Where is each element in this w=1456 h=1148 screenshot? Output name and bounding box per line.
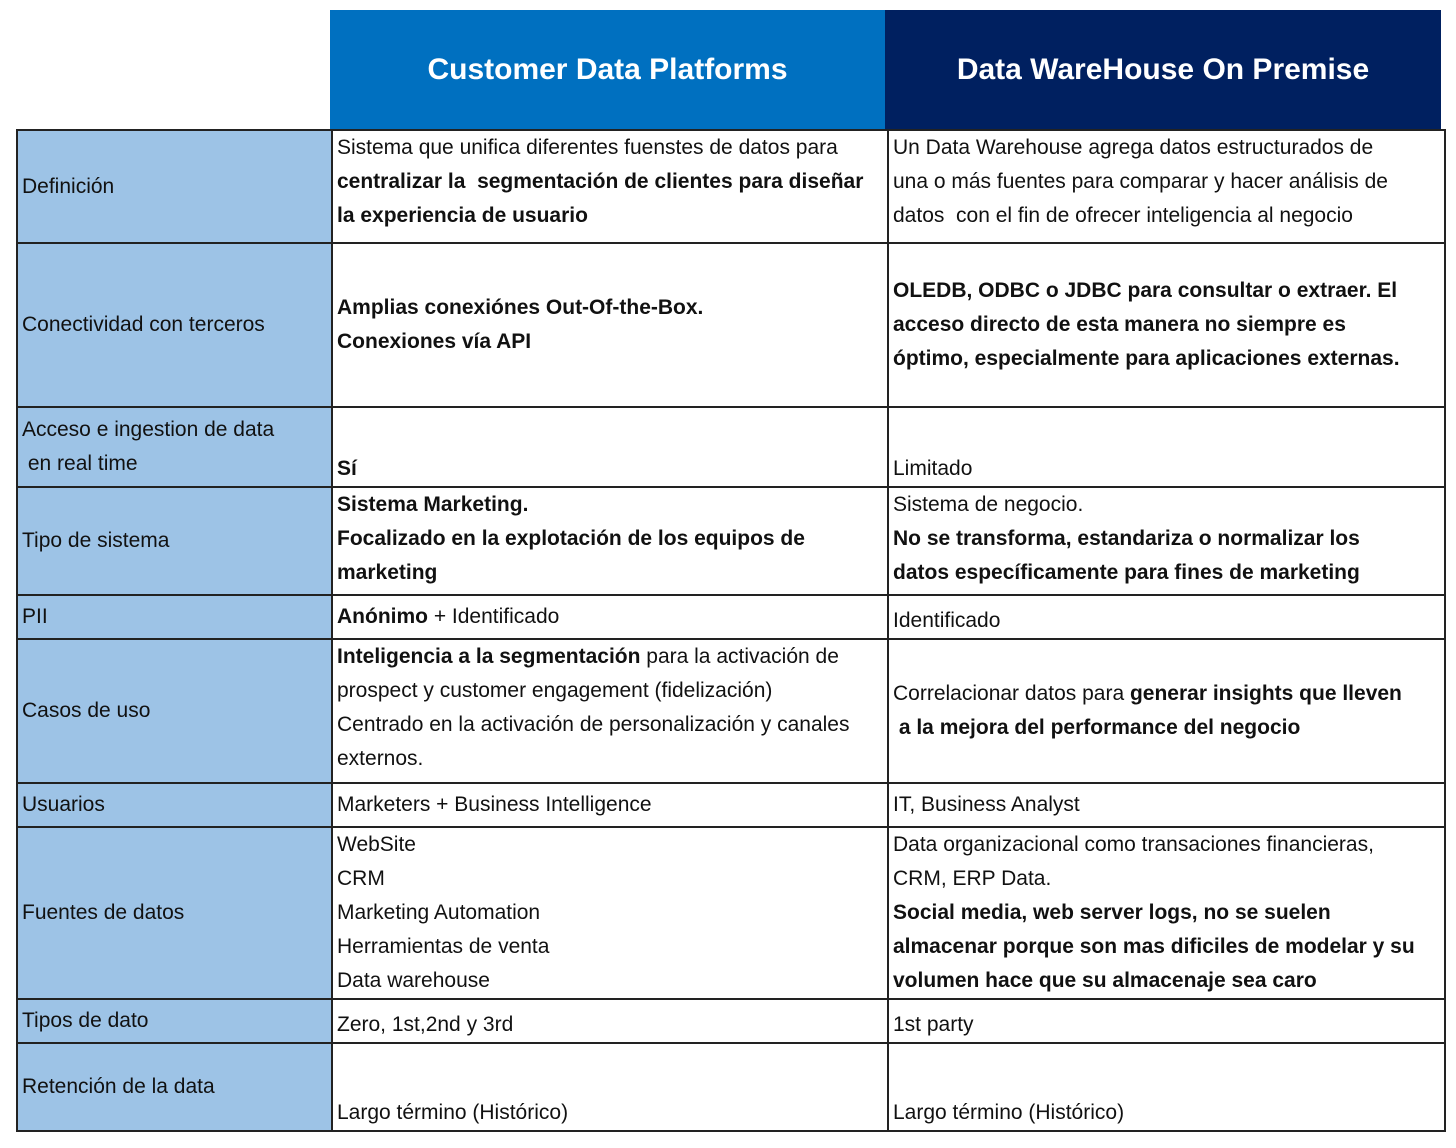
text: Zero, 1st,2nd y 3rd	[337, 1013, 514, 1036]
bold-text: No se transforma, estandariza o normalizar los	[893, 527, 1360, 550]
header-label: Data WareHouse On Premise	[956, 52, 1370, 86]
bold-text: a la mejora del performance del negocio	[893, 716, 1301, 739]
text: para la activación de	[640, 645, 839, 668]
row-pii	[17, 595, 1445, 639]
cdp-cell	[332, 827, 888, 999]
bold-text: Amplias conexiónes Out-Of-the-Box.	[337, 296, 704, 319]
text: datos con el fin de ofrecer inteligencia al negocio	[893, 204, 1353, 227]
text: Herramientas de venta	[337, 935, 550, 958]
text: Sistema que unifica diferentes fuenstes de datos para	[337, 136, 838, 159]
cell-line	[893, 677, 1440, 711]
cdp-cell	[332, 1043, 888, 1131]
bold-text: almacenar porque son mas dificiles de modelar y su	[893, 935, 1415, 958]
text: prospect y customer engagement (fidelización)	[337, 679, 773, 702]
cell-line	[893, 131, 1440, 165]
dw-cell	[888, 243, 1445, 407]
row-conectividad	[17, 243, 1445, 407]
cell-line	[893, 604, 1440, 638]
text: Centrado en la activación de personalización y canales	[337, 713, 850, 736]
bold-text: Sistema Marketing.	[337, 493, 529, 516]
row-label	[17, 595, 332, 639]
cell-line	[337, 640, 883, 674]
row-label	[17, 130, 332, 243]
cell-line	[893, 964, 1440, 998]
bold-text: óptimo, especialmente para aplicaciones externas.	[893, 347, 1400, 370]
row-usuarios	[17, 783, 1445, 827]
bold-text: Sí	[337, 457, 357, 480]
text: Data warehouse	[337, 969, 490, 992]
cdp-cell	[332, 407, 888, 487]
comparison-table	[16, 129, 1446, 1132]
cell-line	[893, 165, 1440, 199]
cell-line	[337, 600, 883, 634]
dw-cell	[888, 595, 1445, 639]
bold-text: la experiencia de usuario	[337, 204, 588, 227]
cell-line	[893, 1096, 1440, 1130]
text: CRM	[337, 867, 385, 890]
cdp-cell	[332, 783, 888, 827]
row-tipos-dato	[17, 999, 1445, 1043]
row-label-text: Fuentes de datos	[22, 901, 185, 924]
row-label	[17, 827, 332, 999]
row-definicion	[17, 130, 1445, 243]
text: Limitado	[893, 457, 973, 480]
cell-line	[893, 896, 1440, 930]
cell-line	[337, 674, 883, 708]
dw-cell	[888, 487, 1445, 595]
cell-line	[337, 291, 883, 325]
row-label	[17, 783, 332, 827]
text: + Identificado	[427, 605, 560, 628]
cell-line	[893, 556, 1440, 590]
bold-text: Anónimo	[337, 605, 428, 628]
text: Identificado	[893, 609, 1001, 632]
cdp-cell	[332, 243, 888, 407]
bold-text: Social media, web server logs, no se suelen	[893, 901, 1331, 924]
cell-line	[893, 199, 1440, 233]
bold-text: Focalizado en la explotación de los equipos de	[337, 527, 805, 550]
row-label-text: Conectividad con terceros	[22, 313, 265, 336]
row-label-text: PII	[22, 605, 48, 628]
header-customer-data-platforms	[330, 10, 885, 129]
text: IT, Business Analyst	[893, 793, 1080, 816]
text: Largo término (Histórico)	[337, 1101, 569, 1124]
row-casos-uso	[17, 639, 1445, 783]
cell-line	[337, 930, 883, 964]
text: Sistema de negocio.	[893, 493, 1084, 516]
bold-text: Conexiones vía API	[337, 330, 532, 353]
text: externos.	[337, 747, 424, 770]
row-label-text: Tipo de sistema	[22, 529, 170, 552]
cell-line	[893, 788, 1440, 822]
row-tipo-sistema	[17, 487, 1445, 595]
cell-line	[893, 274, 1440, 308]
text: Marketing Automation	[337, 901, 541, 924]
cell-line	[337, 165, 883, 199]
cell-line	[337, 325, 883, 359]
dw-cell	[888, 827, 1445, 999]
cdp-cell	[332, 639, 888, 783]
row-label	[17, 999, 332, 1043]
header-data-warehouse-on-premise	[885, 10, 1441, 129]
cell-line	[337, 788, 883, 822]
bold-text: datos específicamente para fines de marketing	[893, 561, 1360, 584]
cell-line	[337, 452, 883, 486]
row-label-text: Casos de uso	[22, 699, 151, 722]
text: una o más fuentes para comparar y hacer análisis de	[893, 170, 1388, 193]
text: WebSite	[337, 833, 416, 856]
cdp-cell	[332, 595, 888, 639]
dw-cell	[888, 639, 1445, 783]
text: Correlacionar datos para	[893, 682, 1130, 705]
cell-line	[893, 452, 1440, 486]
bold-text: OLEDB, ODBC o JDBC para consultar o extraer. El	[893, 279, 1398, 302]
cell-line	[893, 522, 1440, 556]
row-label-text: en real time	[22, 452, 138, 475]
text: Marketers + Business Intelligence	[337, 793, 652, 816]
cell-line	[893, 862, 1440, 896]
text: 1st party	[893, 1013, 974, 1036]
row-label-text: Tipos de dato	[22, 1009, 149, 1032]
cell-line	[337, 742, 883, 776]
cell-line	[893, 711, 1440, 745]
cell-line	[337, 1096, 883, 1130]
cell-line	[337, 1008, 883, 1042]
cell-line	[337, 556, 883, 590]
cell-line	[893, 930, 1440, 964]
cdp-cell	[332, 487, 888, 595]
dw-cell	[888, 407, 1445, 487]
cell-line	[337, 199, 883, 233]
row-acceso-real-time	[17, 407, 1445, 487]
row-retencion	[17, 1043, 1445, 1131]
cell-line	[337, 896, 883, 930]
cell-line	[337, 964, 883, 998]
cell-line	[337, 131, 883, 165]
bold-text: Inteligencia a la segmentación	[337, 645, 641, 668]
text: Largo término (Histórico)	[893, 1101, 1125, 1124]
cdp-cell	[332, 130, 888, 243]
bold-text: marketing	[337, 561, 438, 584]
text: Data organizacional como transaciones financieras,	[893, 833, 1374, 856]
dw-cell	[888, 130, 1445, 243]
cell-line	[337, 522, 883, 556]
cell-line	[337, 488, 883, 522]
row-label-text: Retención de la data	[22, 1075, 215, 1098]
dw-cell	[888, 783, 1445, 827]
row-label-text: Usuarios	[22, 793, 105, 816]
cell-line	[893, 308, 1440, 342]
dw-cell	[888, 999, 1445, 1043]
row-label-text: Acceso e ingestion de data	[22, 418, 275, 441]
row-label-text: Definición	[22, 174, 115, 198]
cell-line	[337, 708, 883, 742]
cdp-cell	[332, 999, 888, 1043]
row-label	[17, 639, 332, 783]
text: CRM, ERP Data.	[893, 867, 1052, 890]
bold-text: generar insights que lleven	[1129, 682, 1402, 705]
row-label	[17, 487, 332, 595]
cell-line	[337, 862, 883, 896]
row-label	[17, 1043, 332, 1131]
cell-line	[893, 1008, 1440, 1042]
row-label	[17, 407, 332, 487]
cell-line	[893, 488, 1440, 522]
dw-cell	[888, 1043, 1445, 1131]
bold-text: acceso directo de esta manera no siempre es	[893, 313, 1346, 336]
cell-line	[337, 828, 883, 862]
bold-text: volumen hace que su almacenaje sea caro	[893, 969, 1317, 992]
text: Un Data Warehouse agrega datos estructurados de	[893, 136, 1374, 159]
cell-line	[893, 828, 1440, 862]
bold-text: centralizar la segmentación de clientes para diseñar	[337, 170, 864, 193]
header-label: Customer Data Platforms	[427, 52, 788, 86]
cell-line	[893, 342, 1440, 376]
row-label	[17, 243, 332, 407]
row-fuentes-datos	[17, 827, 1445, 999]
comparison-table-body	[17, 130, 1445, 1131]
